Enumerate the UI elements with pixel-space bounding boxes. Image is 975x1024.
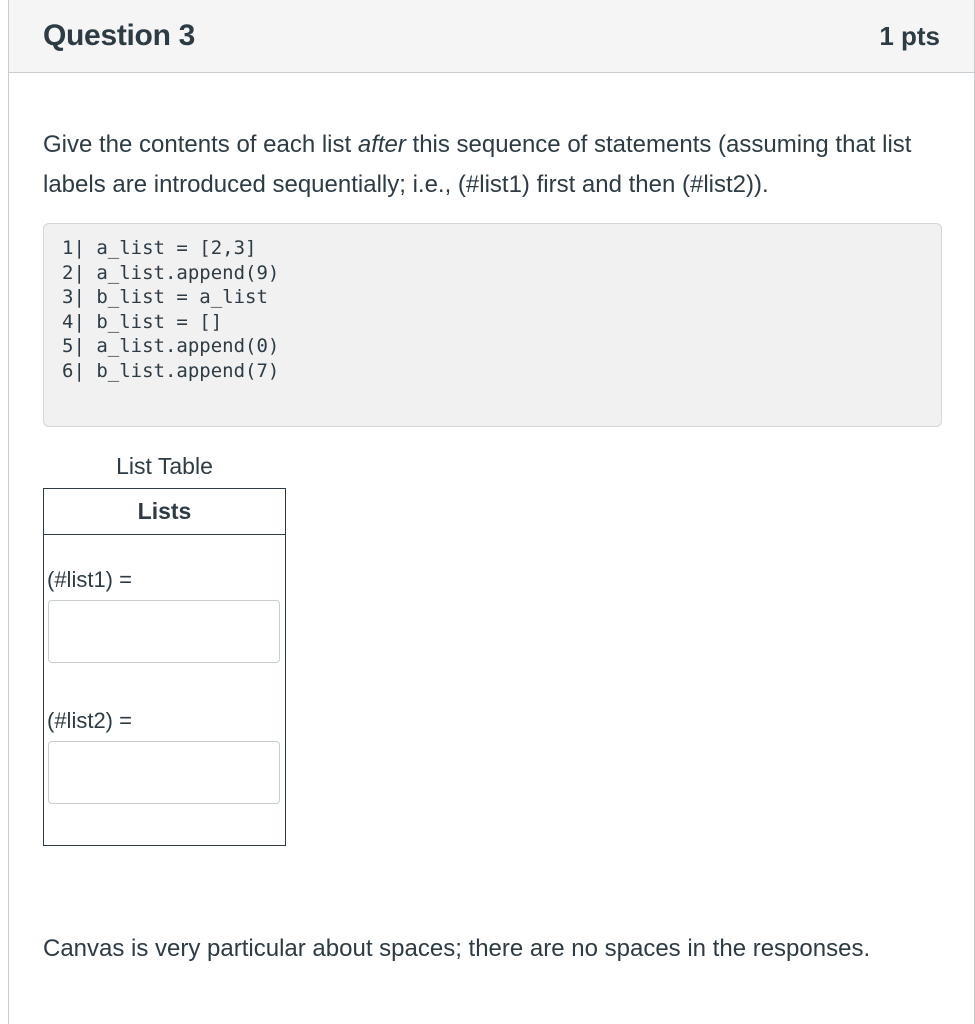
question-prompt — [43, 125, 943, 205]
code-line: 4| b_list = [] — [62, 310, 223, 333]
question-card — [8, 0, 975, 1024]
prompt-text-end: this sequence of statements (assuming that list labels are introduced sequentially; i.e., (#list1) first and then (#list2)). — [43, 131, 912, 198]
prompt-emphasis: after — [357, 131, 406, 158]
spacing-note: Canvas is very particular about spaces; there are no spaces in the responses. — [43, 935, 871, 962]
list1-label: (#list1) = — [47, 567, 132, 592]
list-table — [43, 488, 286, 846]
question-header — [9, 0, 974, 73]
code-block — [43, 223, 942, 427]
question-title: Question 3 — [43, 19, 196, 52]
list-table-header: Lists — [44, 489, 285, 535]
code-line: 5| a_list.append(0) — [62, 335, 280, 357]
question-points: 1 pts — [879, 20, 940, 51]
code-line: 6| b_list.append(7) — [62, 359, 280, 382]
code-line: 1| a_list = [2,3] — [62, 237, 257, 259]
list2-answer-input[interactable] — [48, 741, 280, 804]
prompt-text-start: Give the contents of each list — [43, 131, 358, 158]
code-line: 2| a_list.append(9) — [62, 261, 280, 284]
code-line: 3| b_list = a_list — [62, 286, 268, 308]
list1-answer-input[interactable] — [48, 600, 280, 663]
list-table-caption: List Table — [116, 453, 213, 479]
list2-label: (#list2) = — [47, 708, 132, 733]
